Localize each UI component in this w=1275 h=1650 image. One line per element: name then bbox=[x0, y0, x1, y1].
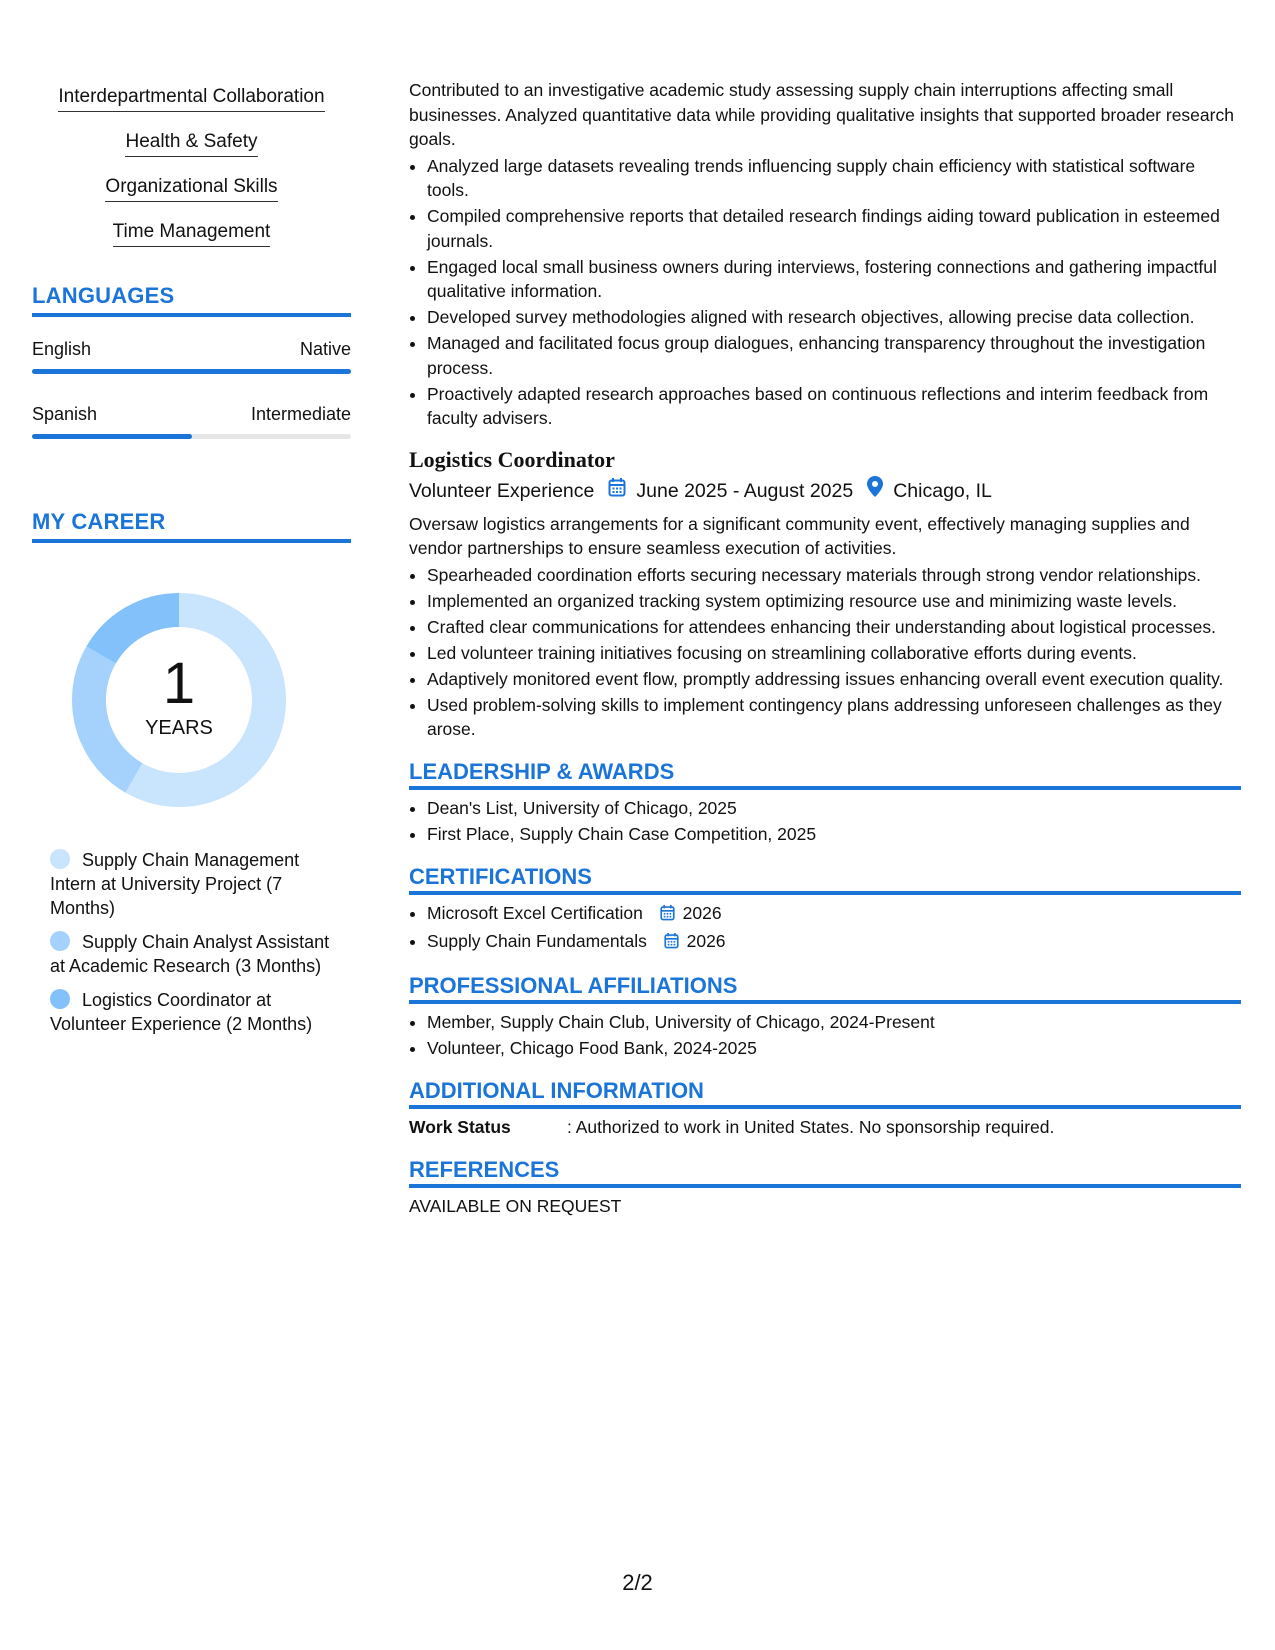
list-item: • Proactively adapted research approaches based on continuous reflections and interim feedback from faculty advisers. bbox=[427, 382, 1241, 431]
job-summary: Oversaw logistics arrangements for a significant community event, effectively managing supplies and vendor partnerships to ensure seamless execution of activities. bbox=[409, 513, 1190, 558]
affiliations-list bbox=[409, 1010, 1241, 1061]
list-item bbox=[32, 129, 351, 157]
calendar-icon bbox=[664, 931, 679, 956]
language-bar-fill bbox=[32, 434, 192, 439]
list-item: • Engaged local small business owners during interviews, fostering connections and gathering impactful qualitative information. bbox=[427, 255, 1241, 304]
references-text: AVAILABLE ON REQUEST bbox=[409, 1196, 622, 1216]
list-item: • Managed and facilitated focus group dialogues, enhancing transparency throughout the investigation process. bbox=[427, 331, 1241, 380]
legend-dot bbox=[50, 849, 70, 869]
language-name: Spanish bbox=[32, 404, 98, 424]
skill-tag: Interdepartmental Collaboration bbox=[58, 84, 324, 112]
list-item bbox=[32, 174, 351, 202]
language-bar-fill bbox=[32, 369, 351, 374]
list-item: • Compiled comprehensive reports that detailed research findings aiding toward publication in esteemed journals. bbox=[427, 204, 1241, 253]
career-years-value: 1 bbox=[162, 651, 196, 716]
list-item: • Implemented an organized tracking system optimizing resource use and minimizing waste levels. bbox=[427, 589, 1241, 614]
language-level: Intermediate bbox=[250, 404, 351, 424]
legend-item bbox=[50, 988, 330, 1036]
certification-name: Microsoft Excel Certification bbox=[427, 903, 643, 923]
list-item bbox=[32, 84, 351, 112]
skill-tag: Organizational Skills bbox=[105, 174, 277, 202]
job-dates: June 2025 - August 2025 bbox=[636, 479, 854, 502]
certification-year: 2026 bbox=[686, 931, 726, 951]
awards-list bbox=[409, 796, 1241, 847]
languages-heading: LANGUAGES bbox=[32, 283, 351, 317]
list-item: • Spearheaded coordination efforts securing necessary materials through strong vendor relationships. bbox=[427, 563, 1241, 588]
career-legend bbox=[50, 848, 330, 1036]
skill-tag: Time Management bbox=[113, 219, 271, 247]
work-status-value: : Authorized to work in United States. No sponsorship required. bbox=[567, 1117, 1055, 1137]
research-bullets bbox=[409, 154, 1241, 431]
legend-label: Logistics Coordinator at Volunteer Experience (2 Months) bbox=[50, 990, 313, 1034]
affiliations-heading: PROFESSIONAL AFFILIATIONS bbox=[409, 974, 1241, 1005]
language-name: English bbox=[32, 339, 92, 359]
list-item: • Used problem-solving skills to implement contingency plans addressing unforeseen challenges as they arose. bbox=[427, 693, 1241, 742]
work-status-label: Work Status bbox=[409, 1117, 511, 1137]
main-content bbox=[409, 78, 1241, 1219]
list-item: • Member, Supply Chain Club, University of Chicago, 2024-Present bbox=[427, 1010, 1241, 1035]
list-item: • Analyzed large datasets revealing trends influencing supply chain efficiency with statistical software tools. bbox=[427, 154, 1241, 203]
certifications-heading: CERTIFICATIONS bbox=[409, 865, 1241, 896]
job-meta bbox=[409, 476, 1241, 506]
donut-center bbox=[66, 587, 292, 813]
sidebar bbox=[32, 84, 351, 1046]
list-item: • Developed survey methodologies aligned with research objectives, allowing precise data collection. bbox=[427, 305, 1241, 330]
language-bar bbox=[32, 369, 351, 374]
calendar-icon bbox=[608, 476, 626, 506]
research-summary: Contributed to an investigative academic study assessing supply chain interruptions affecting small businesses. Analyzed quantitative data while providing qualitative insights that supported broader research goals. bbox=[409, 80, 1234, 149]
list-item bbox=[32, 219, 351, 247]
list-item: • Volunteer, Chicago Food Bank, 2024-2025 bbox=[427, 1036, 1241, 1061]
map-pin-icon bbox=[867, 476, 883, 506]
legend-label: Supply Chain Analyst Assistant at Academic Research (3 Months) bbox=[50, 932, 330, 976]
career-heading: MY CAREER bbox=[32, 509, 351, 543]
awards-heading: LEADERSHIP & AWARDS bbox=[409, 760, 1241, 791]
job-bullets bbox=[409, 563, 1241, 742]
job-title: Logistics Coordinator bbox=[409, 446, 615, 472]
page-number: 2/2 bbox=[622, 1570, 653, 1595]
list-item: • First Place, Supply Chain Case Competition, 2025 bbox=[427, 822, 1241, 847]
skill-tag: Health & Safety bbox=[125, 129, 257, 157]
language-level: Native bbox=[299, 339, 351, 359]
list-item: • Crafted clear communications for attendees enhancing their understanding about logistical processes. bbox=[427, 615, 1241, 640]
career-donut bbox=[66, 587, 292, 813]
language-bar bbox=[32, 434, 351, 439]
legend-dot bbox=[50, 989, 70, 1009]
legend-dot bbox=[50, 931, 70, 951]
work-status-row bbox=[409, 1115, 1241, 1140]
languages-section bbox=[32, 283, 351, 439]
language-row bbox=[32, 339, 351, 360]
legend-item bbox=[50, 930, 330, 978]
job-org: Volunteer Experience bbox=[409, 479, 595, 502]
job-location: Chicago, IL bbox=[893, 479, 992, 502]
legend-item bbox=[50, 848, 330, 920]
list-item bbox=[427, 901, 1241, 928]
list-item: • Adaptively monitored event flow, promptly addressing issues enhancing overall event execution quality. bbox=[427, 667, 1241, 692]
certification-year: 2026 bbox=[682, 903, 722, 923]
career-section bbox=[32, 509, 351, 1036]
list-item: • Dean's List, University of Chicago, 2025 bbox=[427, 796, 1241, 821]
certification-name: Supply Chain Fundamentals bbox=[427, 931, 647, 951]
references-heading: REFERENCES bbox=[409, 1158, 1241, 1189]
legend-label: Supply Chain Management Intern at University Project (7 Months) bbox=[50, 850, 300, 918]
list-item bbox=[427, 929, 1241, 956]
skills-list bbox=[32, 84, 351, 247]
career-years-unit: YEARS bbox=[145, 717, 213, 739]
certifications-list bbox=[409, 901, 1241, 956]
list-item: • Led volunteer training initiatives focusing on streamlining collaborative efforts during events. bbox=[427, 641, 1241, 666]
additional-info-heading: ADDITIONAL INFORMATION bbox=[409, 1079, 1241, 1110]
calendar-icon bbox=[660, 903, 675, 928]
language-row bbox=[32, 404, 351, 425]
